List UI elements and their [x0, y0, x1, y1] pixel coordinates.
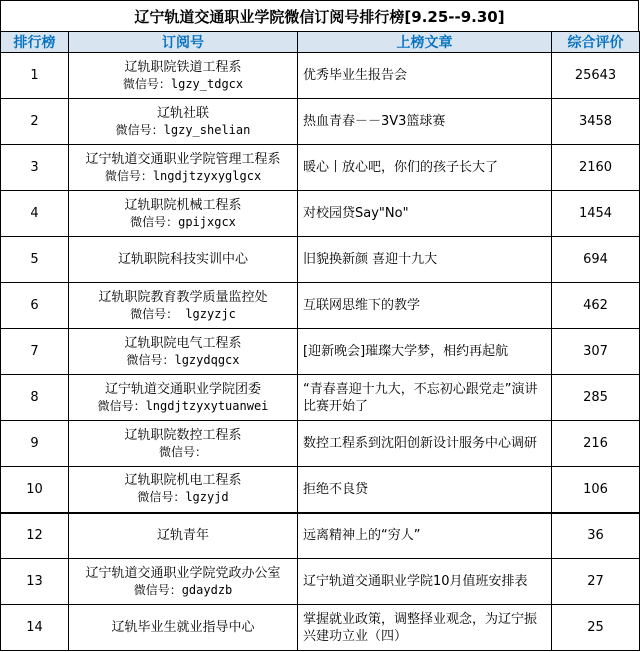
score-cell: 3458: [552, 99, 640, 145]
wechat-id: 微信号：lngdjtzyxyglgcx: [104, 168, 262, 183]
account-name: 辽轨职院机电工程系: [124, 473, 242, 489]
score-cell: 25643: [552, 53, 640, 99]
wechat-id: 微信号：lgzy_shelian: [115, 122, 251, 137]
table-row: [1, 53, 640, 99]
account-cell: [69, 191, 298, 237]
rank-cell: 4: [1, 191, 69, 237]
sheet-title: 辽宁轨道交通职业学院微信订阅号排行榜[9.25--9.30]: [0, 0, 639, 31]
account-name: 辽轨毕业生就业指导中心: [111, 620, 255, 635]
account-cell: [69, 559, 298, 605]
rank-cell: 2: [1, 99, 69, 145]
wechat-id: 微信号：lgzyjd: [137, 490, 229, 505]
rank-cell: 8: [1, 375, 69, 421]
score-cell: 216: [552, 421, 640, 467]
account-cell: [69, 53, 298, 99]
account-name: 辽轨职院电气工程系: [124, 335, 242, 351]
header-row: [1, 32, 640, 53]
account-name: 辽轨职院数控工程系: [124, 427, 242, 443]
account-cell: [69, 237, 298, 283]
table-row: [1, 191, 640, 237]
account-cell: [69, 145, 298, 191]
table-row: [1, 605, 640, 651]
rank-cell: 3: [1, 145, 69, 191]
account-cell: [69, 421, 298, 467]
rank-cell: 13: [1, 559, 69, 605]
header-article: 上榜文章: [298, 32, 552, 53]
account-name: 辽轨职院科技实训中心: [117, 252, 248, 267]
ranking-table: [0, 31, 640, 651]
score-cell: 2160: [552, 145, 640, 191]
account-cell: [69, 329, 298, 375]
header-score: 综合评价: [552, 32, 640, 53]
wechat-id: 微信号：lgzydqgcx: [126, 352, 240, 367]
account-name: 辽宁轨道交通职业学院党政办公室: [85, 565, 281, 581]
table-body: [1, 53, 640, 651]
table-row: [1, 513, 640, 559]
score-cell: 25: [552, 605, 640, 651]
score-cell: 106: [552, 467, 640, 513]
account-name: 辽轨青年: [156, 528, 209, 544]
wechat-id: 微信号：gdaydzb: [133, 582, 233, 597]
table-row: [1, 375, 640, 421]
article-cell: 数控工程系到沈阳创新设计服务中心调研: [298, 421, 552, 467]
account-name: 辽轨社联: [156, 105, 209, 121]
score-cell: 1454: [552, 191, 640, 237]
wechat-id: 微信号：lgzy_tdgcx: [122, 76, 244, 91]
rank-cell: 12: [1, 513, 69, 559]
article-cell: 拒绝不良贷: [298, 467, 552, 513]
score-cell: 285: [552, 375, 640, 421]
rank-cell: 7: [1, 329, 69, 375]
account-name: 辽宁轨道交通职业学院管理工程系: [85, 151, 281, 167]
score-cell: 307: [552, 329, 640, 375]
wechat-id: 微信号：: [158, 444, 207, 459]
header-rank: 排行榜: [1, 32, 69, 53]
article-cell: 热血青春－－3V3篮球赛: [298, 99, 552, 145]
article-cell: 旧貌换新颜 喜迎十九大: [298, 237, 552, 283]
article-cell: 优秀毕业生报告会: [298, 53, 552, 99]
rank-cell: 6: [1, 283, 69, 329]
article-cell: [迎新晚会]璀璨大学梦，相约再起航: [298, 329, 552, 375]
rank-cell: 1: [1, 53, 69, 99]
score-cell: 27: [552, 559, 640, 605]
account-name: 辽轨职院教育教学质量监控处: [98, 289, 268, 305]
article-cell: 辽宁轨道交通职业学院10月值班安排表: [298, 559, 552, 605]
table-row: [1, 421, 640, 467]
table-row: [1, 99, 640, 145]
header-account: 订阅号: [69, 32, 298, 53]
rank-cell: 10: [1, 467, 69, 513]
article-cell: “青春喜迎十九大，不忘初心跟党走”演讲比赛开始了: [298, 375, 552, 421]
account-cell: [69, 513, 298, 559]
account-name: 辽轨职院铁道工程系: [124, 59, 242, 75]
table-row: [1, 559, 640, 605]
article-cell: 互联网思维下的教学: [298, 283, 552, 329]
wechat-id: 微信号：gpijxgcx: [130, 214, 236, 229]
score-cell: 694: [552, 237, 640, 283]
rank-cell: 14: [1, 605, 69, 651]
table-row: [1, 283, 640, 329]
account-cell: [69, 605, 298, 651]
article-cell: 远离精神上的“穷人”: [298, 513, 552, 559]
account-name: 辽轨职院机械工程系: [124, 197, 242, 213]
account-cell: [69, 99, 298, 145]
account-cell: [69, 375, 298, 421]
account-cell: [69, 283, 298, 329]
wechat-id: 微信号：lngdjtzyxytuanwei: [97, 398, 269, 413]
table-row: [1, 329, 640, 375]
account-cell: [69, 467, 298, 513]
article-cell: 掌握就业政策，调整择业观念，为辽宁振兴建功立业（四）: [298, 605, 552, 651]
score-cell: 462: [552, 283, 640, 329]
table-row: [1, 467, 640, 513]
score-cell: 36: [552, 513, 640, 559]
table-row: [1, 145, 640, 191]
account-name: 辽宁轨道交通职业学院团委: [104, 381, 261, 397]
article-cell: 对校园贷Say"No": [298, 191, 552, 237]
rank-cell: 9: [1, 421, 69, 467]
table-row: [1, 237, 640, 283]
rank-cell: 5: [1, 237, 69, 283]
wechat-id: 微信号： lgzyzjc: [130, 306, 236, 321]
article-cell: 暖心丨放心吧，你们的孩子长大了: [298, 145, 552, 191]
